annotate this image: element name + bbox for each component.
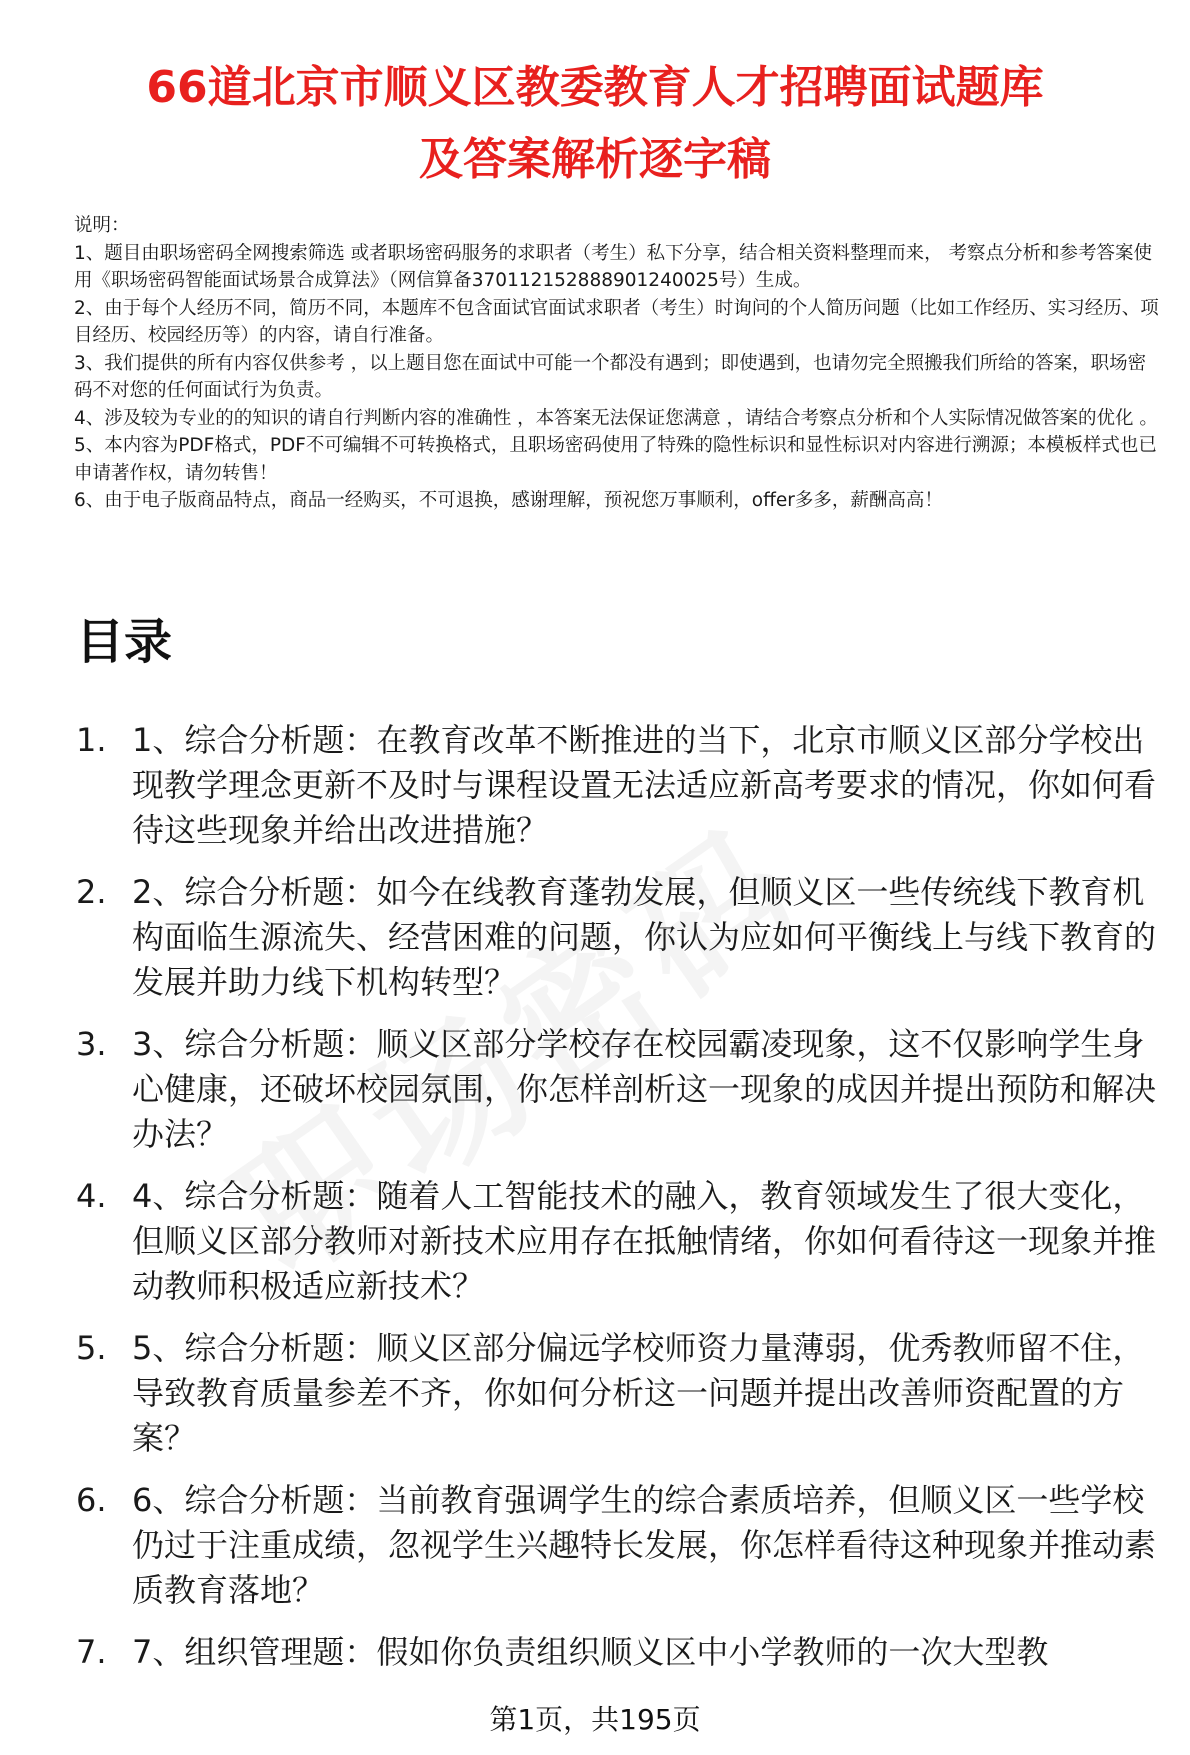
- page-footer: 第1页，共195页: [489, 1703, 701, 1736]
- document-title: [60, 52, 1130, 196]
- note-item: 5、本内容为PDF格式，PDF不可编辑不可转换格式，且职场密码使用了特殊的隐性标识和显性标识对内容进行溯源；本模板样式也已申请著作权，请勿转售！: [74, 435, 1157, 484]
- toc-item-text: 2、综合分析题：如今在线教育蓬勃发展，但顺义区一些传统线下教育机构面临生源流失、经营困难的问题，你认为应如何平衡线上与线下教育的发展并助力线下机构转型？: [132, 873, 1157, 1001]
- toc-item[interactable]: [76, 1478, 1176, 1613]
- toc-item-number: 5.: [76, 1329, 107, 1367]
- toc-item-number: 2.: [76, 873, 107, 911]
- note-item: 1、题目由职场密码全网搜索筛选 或者职场密码服务的求职者（考生）私下分享，结合相关资料整理而来， 考察点分析和参考答案使用《职场密码智能面试场景合成算法》（网信算备370112152888901240025号）生成。: [74, 242, 1153, 291]
- note-item: 6、由于电子版商品特点，商品一经购买，不可退换，感谢理解，预祝您万事顺利，offer多多，薪酬高高！: [74, 490, 943, 511]
- note-item: 2、由于每个人经历不同，简历不同，本题库不包含面试官面试求职者（考生）时询问的个人简历问题（比如工作经历、实习经历、项目经历、校园经历等）的内容，请自行准备。: [74, 297, 1159, 346]
- toc-item-text: 3、综合分析题：顺义区部分学校存在校园霸凌现象，这不仅影响学生身心健康，还破坏校园氛围，你怎样剖析这一现象的成因并提出预防和解决办法？: [132, 1025, 1157, 1153]
- table-of-contents: [76, 718, 1176, 1692]
- toc-item-number: 7.: [76, 1633, 107, 1671]
- toc-item-number: 3.: [76, 1025, 107, 1063]
- toc-item-text: 5、综合分析题：顺义区部分偏远学校师资力量薄弱，优秀教师留不住，导致教育质量参差不齐，你如何分析这一问题并提出改善师资配置的方案？: [132, 1329, 1145, 1457]
- toc-item[interactable]: [76, 1022, 1176, 1157]
- toc-item-text: 4、综合分析题：随着人工智能技术的融入，教育领域发生了很大变化，但顺义区部分教师对新技术应用存在抵触情绪，你如何看待这一现象并推动教师积极适应新技术？: [132, 1177, 1157, 1305]
- toc-item[interactable]: [76, 1326, 1176, 1461]
- toc-item-number: 4.: [76, 1177, 107, 1215]
- toc-item[interactable]: [76, 1630, 1176, 1675]
- toc-heading: 目录: [76, 614, 173, 670]
- toc-item[interactable]: [76, 870, 1176, 1005]
- notes-heading: 说明：: [74, 215, 130, 236]
- note-item: 4、涉及较为专业的的知识的请自行判断内容的准确性 ，本答案无法保证您满意 ，请结合考察点分析和个人实际情况做答案的优化 。: [74, 407, 1158, 429]
- title-line-1: 66道北京市顺义区教委教育人才招聘面试题库: [146, 62, 1044, 113]
- title-line-2: 及答案解析逐字稿: [419, 134, 771, 185]
- toc-item[interactable]: [76, 718, 1176, 853]
- toc-item-text: 1、综合分析题：在教育改革不断推进的当下，北京市顺义区部分学校出现教学理念更新不及时与课程设置无法适应新高考要求的情况，你如何看待这些现象并给出改进措施？: [132, 721, 1157, 849]
- toc-item-number: 1.: [76, 721, 107, 759]
- notes-section: [74, 212, 1164, 515]
- toc-item-text: 6、综合分析题：当前教育强调学生的综合素质培养，但顺义区一些学校仍过于注重成绩，忽视学生兴趣特长发展，你怎样看待这种现象并推动素质教育落地？: [132, 1481, 1157, 1609]
- note-item: 3、我们提供的所有内容仅供参考 ，以上题目您在面试中可能一个都没有遇到；即使遇到，也请勿完全照搬我们所给的答案，职场密码不对您的任何面试行为负责。: [74, 352, 1147, 401]
- toc-item-number: 6.: [76, 1481, 107, 1519]
- toc-item[interactable]: [76, 1174, 1176, 1309]
- toc-item-text: 7、组织管理题：假如你负责组织顺义区中小学教师的一次大型教: [132, 1633, 1049, 1671]
